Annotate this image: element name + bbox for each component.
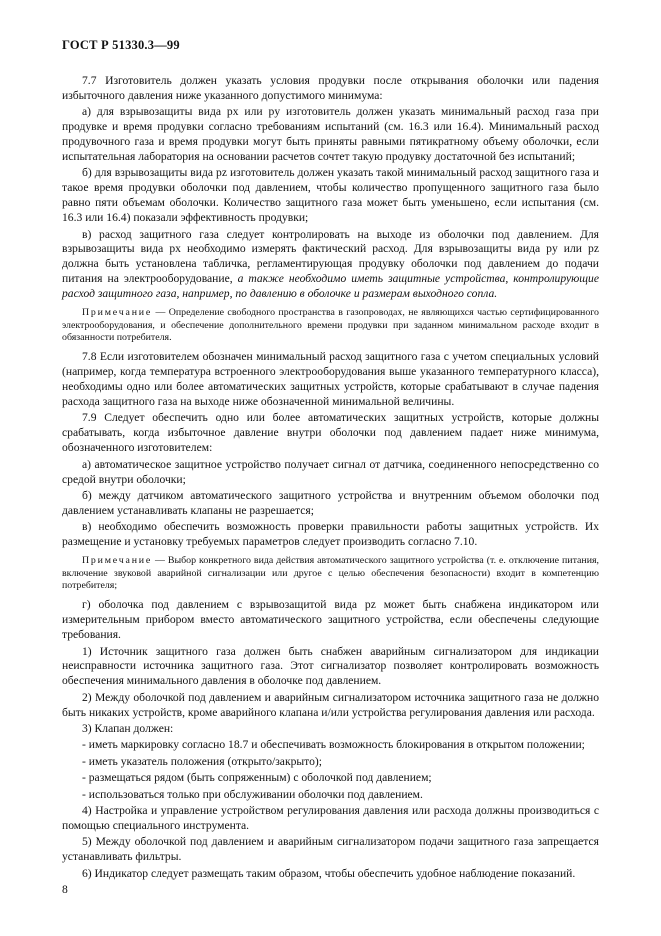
clause-7-9-b: б) между датчиком автоматического защитного устройства и внутренним объемом оболочки под давлением устанавливать клапаны не разрешается; — [62, 488, 599, 517]
clause-7-9-a: а) автоматическое защитное устройство получает сигнал от датчика, соединенного непосредственно со средой внутри оболочки; — [62, 457, 599, 486]
note-2 — [62, 555, 599, 592]
item-4: 4) Настройка и управление устройством регулирования давления или расхода должны производиться с помощью специального инструмента. — [62, 804, 599, 832]
item-1: 1) Источник защитного газа должен быть снабжен аварийным сигнализатором для индикации неисправности источника защитного газа. Этот сигнализатор позволяет контролировать возможность обеспечения минимального давления в оболочке под давлением. — [62, 644, 599, 688]
note-1 — [62, 307, 599, 344]
item-3-dash-4: - использоваться только при обслуживании оболочки под давлением. — [82, 787, 423, 801]
note-1-label: Примечание — [82, 307, 153, 319]
document-page — [62, 38, 599, 882]
item-3: 3) Клапан должен: — [82, 722, 174, 736]
clause-7-7-b: б) для взрывозащиты вида pz изготовитель должен указать такой минимальный расход защитного газа и такое время продувки оболочки под давлением, чтобы количество пропущенного защитного газа было равно пяти объемам оболочки. Количество защитного газа может быть уменьшено, если испытания (см. 16.3 или 16.4) показали эффективность продувки; — [62, 166, 599, 225]
clause-7-7-intro: 7.7 Изготовитель должен указать условия продувки после открывания оболочки или падения избыточного давления ниже указанного допустимого минимума: — [62, 74, 599, 102]
note-1-text: — Определение свободного пространства в газопроводах, не являющихся частью сертифицированного электрооборудования, и обеспечение дополнительного времени продувки при заданном минимальном расходе входит в обязанности потребителя. — [62, 307, 599, 343]
clause-7-7-v — [62, 228, 599, 303]
item-3-dash-2: - иметь указатель положения (открыто/закрыто); — [82, 754, 322, 768]
note-2-label: Примечание — [82, 555, 153, 567]
page-number: 8 — [62, 883, 68, 896]
clause-7-7-v-text: в) расход защитного газа следует контролировать на выходе из оболочки под давлением. Для взрывозащиты вида px необходимо измерять фактический расход. Для взрывозащиты вида py или pz должна быть установлена табличка, регламентирующая продувку оболочки под давлением до подачи питания на электрооборудование, — [62, 227, 599, 286]
note-2-text: — Выбор конкретного вида действия автоматического защитного устройства (т. е. отключение питания, включение звуковой аварийной сигнализации или другое с целью обеспечения безопасности) входит в компетенцию потребителя; — [62, 555, 599, 591]
clause-7-9-intro: 7.9 Следует обеспечить одно или более автоматических защитных устройств, которые должны срабатывать, когда избыточное давление внутри оболочки под давлением падает ниже минимума, обозначенного изготовителем: — [62, 411, 599, 455]
item-3-dash-3: - размещаться рядом (быть сопряженным) с оболочкой под давлением; — [82, 771, 432, 785]
clause-7-9-g: г) оболочка под давлением с взрывозащитой вида pz может быть снабжена индикатором или измерительным прибором вместо автоматического защитного устройства, если обеспечены следующие требования. — [62, 598, 599, 642]
item-3-dash-1: - иметь маркировку согласно 18.7 и обеспечивать возможность блокирования в открытом положении; — [82, 738, 585, 752]
item-6: 6) Индикатор следует размещать таким образом, чтобы обеспечить удобное наблюдение показаний. — [82, 866, 576, 880]
clause-7-7-v-italic: а также необходимо иметь защитные устройства, контролирующие расход защитного газа, например, по давлению в оболочке и размерам выходного сопла. — [62, 272, 599, 301]
standard-header: ГОСТ Р 51330.3—99 — [62, 38, 180, 52]
item-5: 5) Между оболочкой под давлением и аварийным сигнализатором подачи защитного газа запрещается устанавливать фильтры. — [62, 835, 599, 864]
clause-7-8: 7.8 Если изготовителем обозначен минимальный расход защитного газа с учетом специальных условий (например, когда температура встроенного электрооборудования выше указанного температурного класса), необходимы одно или более автоматических защитных устройств, которые срабатывают в случае падения расхода защитного газа на выходе ниже обозначенной минимальной величины. — [62, 350, 599, 409]
clause-7-7-a: а) для взрывозащиты вида px или py изготовитель должен указать минимальный расход газа при продувке и время продувки согласно требованиям испытаний (см. 16.3 или 16.4). Минимальный расход продувочного газа и время продувки могут быть приняты равными пятикратному объему оболочки, если испытательная лаборатория на основании расчетов сочтет такую продувку достаточной без испытаний; — [62, 105, 599, 164]
clause-7-9-v: в) необходимо обеспечить возможность проверки правильности работы защитных устройств. Их размещение и установку требуемых параметров следует производить согласно 7.10. — [62, 520, 599, 549]
item-2: 2) Между оболочкой под давлением и аварийным сигнализатором источника защитного газа не должно быть никаких устройств, кроме аварийного клапана и/или устройства регулирования давления или расхода. — [62, 690, 599, 719]
